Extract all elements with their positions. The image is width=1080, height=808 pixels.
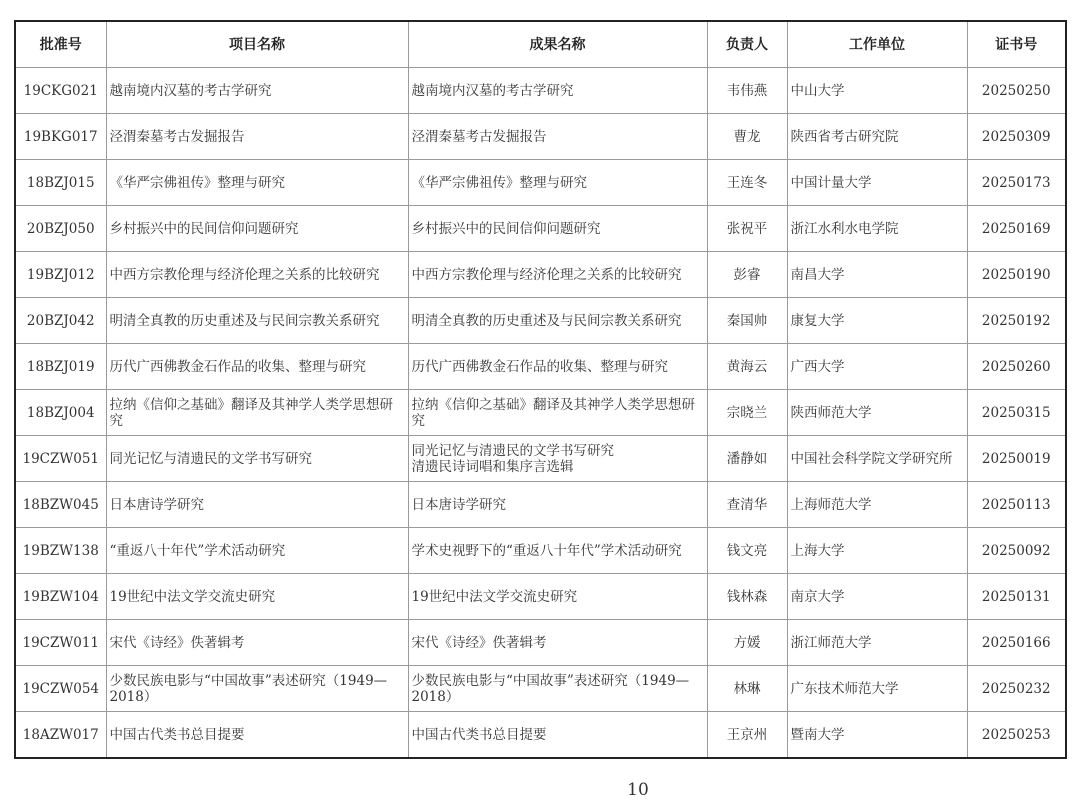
leader-cell: 王京州 <box>707 712 787 759</box>
leader-cell: 钱文亮 <box>707 528 787 574</box>
approval-no-cell: 18AZW017 <box>15 712 106 759</box>
approval-no-cell: 18BZJ004 <box>15 390 106 436</box>
cert-no-cell: 20250190 <box>967 252 1066 298</box>
cert-no-cell: 20250309 <box>967 114 1066 160</box>
approval-no-cell: 19CZW054 <box>15 666 106 712</box>
work-unit-cell: 上海师范大学 <box>787 482 967 528</box>
project-name-cell: 少数民族电影与“中国故事”表述研究（1949—2018） <box>106 666 408 712</box>
project-name-cell: 日本唐诗学研究 <box>106 482 408 528</box>
table-row <box>15 298 1066 344</box>
work-unit-cell: 浙江师范大学 <box>787 620 967 666</box>
leader-cell: 林琳 <box>707 666 787 712</box>
project-name-cell: 泾渭秦墓考古发掘报告 <box>106 114 408 160</box>
result-name-cell <box>408 298 707 344</box>
table-row <box>15 114 1066 160</box>
result-name-line: 日本唐诗学研究 <box>411 496 506 513</box>
cert-no-cell: 20250166 <box>967 620 1066 666</box>
result-name-cell <box>408 68 707 114</box>
result-name-line: 少数民族电影与“中国故事”表述研究（1949—2018） <box>411 672 690 705</box>
table-row <box>15 252 1066 298</box>
cert-no-cell: 20250131 <box>967 574 1066 620</box>
leader-cell: 查清华 <box>707 482 787 528</box>
approval-no-cell: 19CKG021 <box>15 68 106 114</box>
header-project-name: 项目名称 <box>106 21 408 68</box>
project-name-cell: 宋代《诗经》佚著辑考 <box>106 620 408 666</box>
work-unit-cell: 中国社会科学院文学研究所 <box>787 436 967 482</box>
result-name-line: 明清全真教的历史重述及与民间宗教关系研究 <box>411 312 682 329</box>
project-name-cell: 越南境内汉墓的考古学研究 <box>106 68 408 114</box>
project-name-cell: “重返八十年代”学术活动研究 <box>106 528 408 574</box>
work-unit-cell: 康复大学 <box>787 298 967 344</box>
table-row <box>15 620 1066 666</box>
table-row <box>15 436 1066 482</box>
approval-no-cell: 19BKG017 <box>15 114 106 160</box>
header-result-name: 成果名称 <box>408 21 707 68</box>
table-row <box>15 528 1066 574</box>
cert-no-cell: 20250169 <box>967 206 1066 252</box>
project-name-cell: 19世纪中法文学交流史研究 <box>106 574 408 620</box>
work-unit-cell: 陕西省考古研究院 <box>787 114 967 160</box>
approval-no-cell: 19BZW104 <box>15 574 106 620</box>
result-name-line: 学术史视野下的“重返八十年代”学术活动研究 <box>411 542 682 559</box>
table-row <box>15 68 1066 114</box>
approval-no-cell: 18BZJ019 <box>15 344 106 390</box>
result-name-cell <box>408 528 707 574</box>
result-name-line: 中国古代类书总目提要 <box>411 726 547 743</box>
header-leader: 负责人 <box>707 21 787 68</box>
work-unit-cell: 广东技术师范大学 <box>787 666 967 712</box>
result-name-line: 中西方宗教伦理与经济伦理之关系的比较研究 <box>411 266 682 283</box>
table-row <box>15 160 1066 206</box>
work-unit-cell: 浙江水利水电学院 <box>787 206 967 252</box>
table-row <box>15 206 1066 252</box>
approval-no-cell: 18BZW045 <box>15 482 106 528</box>
result-name-cell <box>408 712 707 759</box>
cert-no-cell: 20250253 <box>967 712 1066 759</box>
table-row <box>15 344 1066 390</box>
header-cert-no: 证书号 <box>967 21 1066 68</box>
leader-cell: 秦国帅 <box>707 298 787 344</box>
cert-no-cell: 20250192 <box>967 298 1066 344</box>
table-row <box>15 666 1066 712</box>
work-unit-cell: 中山大学 <box>787 68 967 114</box>
work-unit-cell: 陕西师范大学 <box>787 390 967 436</box>
leader-cell: 钱林森 <box>707 574 787 620</box>
cert-no-cell: 20250173 <box>967 160 1066 206</box>
result-name-cell <box>408 666 707 712</box>
approval-no-cell: 18BZJ015 <box>15 160 106 206</box>
approval-no-cell: 19CZW011 <box>15 620 106 666</box>
work-unit-cell: 广西大学 <box>787 344 967 390</box>
result-name-cell <box>408 574 707 620</box>
result-name-cell <box>408 482 707 528</box>
cert-no-cell: 20250250 <box>967 68 1066 114</box>
cert-no-cell: 20250019 <box>967 436 1066 482</box>
result-name-line: 《华严宗佛祖传》整理与研究 <box>411 174 587 191</box>
result-name-line: 同光记忆与清遗民的文学书写研究 <box>411 442 614 459</box>
result-name-cell <box>408 252 707 298</box>
leader-cell: 张祝平 <box>707 206 787 252</box>
result-name-line-2: 清遗民诗词唱和集序言选辑 <box>411 458 574 475</box>
header-work-unit: 工作单位 <box>787 21 967 68</box>
leader-cell: 方媛 <box>707 620 787 666</box>
leader-cell: 宗晓兰 <box>707 390 787 436</box>
result-name-cell <box>408 160 707 206</box>
result-name-cell <box>408 344 707 390</box>
leader-cell: 潘静如 <box>707 436 787 482</box>
work-unit-cell: 南京大学 <box>787 574 967 620</box>
cert-no-cell: 20250315 <box>967 390 1066 436</box>
result-name-cell <box>408 390 707 436</box>
approval-no-cell: 19BZW138 <box>15 528 106 574</box>
approval-no-cell: 19BZJ012 <box>15 252 106 298</box>
table-row <box>15 482 1066 528</box>
table-row <box>15 574 1066 620</box>
work-unit-cell: 暨南大学 <box>787 712 967 759</box>
result-name-line: 泾渭秦墓考古发掘报告 <box>411 128 547 145</box>
leader-cell: 黄海云 <box>707 344 787 390</box>
result-name-line: 拉纳《信仰之基础》翻译及其神学人类学思想研究 <box>411 396 695 429</box>
cert-no-cell: 20250260 <box>967 344 1066 390</box>
leader-cell: 彭睿 <box>707 252 787 298</box>
approval-no-cell: 19CZW051 <box>15 436 106 482</box>
cert-no-cell: 20250232 <box>967 666 1066 712</box>
project-name-cell: 中国古代类书总目提要 <box>106 712 408 759</box>
results-table <box>14 20 1067 759</box>
result-name-line: 19世纪中法文学交流史研究 <box>411 588 578 605</box>
leader-cell: 韦伟燕 <box>707 68 787 114</box>
approval-no-cell: 20BZJ050 <box>15 206 106 252</box>
project-name-cell: 明清全真教的历史重述及与民间宗教关系研究 <box>106 298 408 344</box>
result-name-line: 宋代《诗经》佚著辑考 <box>411 634 547 651</box>
table-row <box>15 390 1066 436</box>
work-unit-cell: 上海大学 <box>787 528 967 574</box>
result-name-cell <box>408 436 707 482</box>
project-name-cell: 中西方宗教伦理与经济伦理之关系的比较研究 <box>106 252 408 298</box>
project-name-cell: 拉纳《信仰之基础》翻译及其神学人类学思想研究 <box>106 390 408 436</box>
result-name-cell <box>408 206 707 252</box>
table-row <box>15 712 1066 759</box>
project-name-cell: 乡村振兴中的民间信仰问题研究 <box>106 206 408 252</box>
result-name-line: 历代广西佛教金石作品的收集、整理与研究 <box>411 358 668 375</box>
work-unit-cell: 中国计量大学 <box>787 160 967 206</box>
header-approval-no: 批准号 <box>15 21 106 68</box>
cert-no-cell: 20250113 <box>967 482 1066 528</box>
cert-no-cell: 20250092 <box>967 528 1066 574</box>
table-header-row <box>15 21 1066 68</box>
page-number: 10 <box>627 780 649 800</box>
work-unit-cell: 南昌大学 <box>787 252 967 298</box>
project-name-cell: 《华严宗佛祖传》整理与研究 <box>106 160 408 206</box>
leader-cell: 王连冬 <box>707 160 787 206</box>
result-name-cell <box>408 620 707 666</box>
result-name-line: 越南境内汉墓的考古学研究 <box>411 82 574 99</box>
project-name-cell: 同光记忆与清遗民的文学书写研究 <box>106 436 408 482</box>
approval-no-cell: 20BZJ042 <box>15 298 106 344</box>
leader-cell: 曹龙 <box>707 114 787 160</box>
result-name-line: 乡村振兴中的民间信仰问题研究 <box>411 220 601 237</box>
project-name-cell: 历代广西佛教金石作品的收集、整理与研究 <box>106 344 408 390</box>
result-name-cell <box>408 114 707 160</box>
